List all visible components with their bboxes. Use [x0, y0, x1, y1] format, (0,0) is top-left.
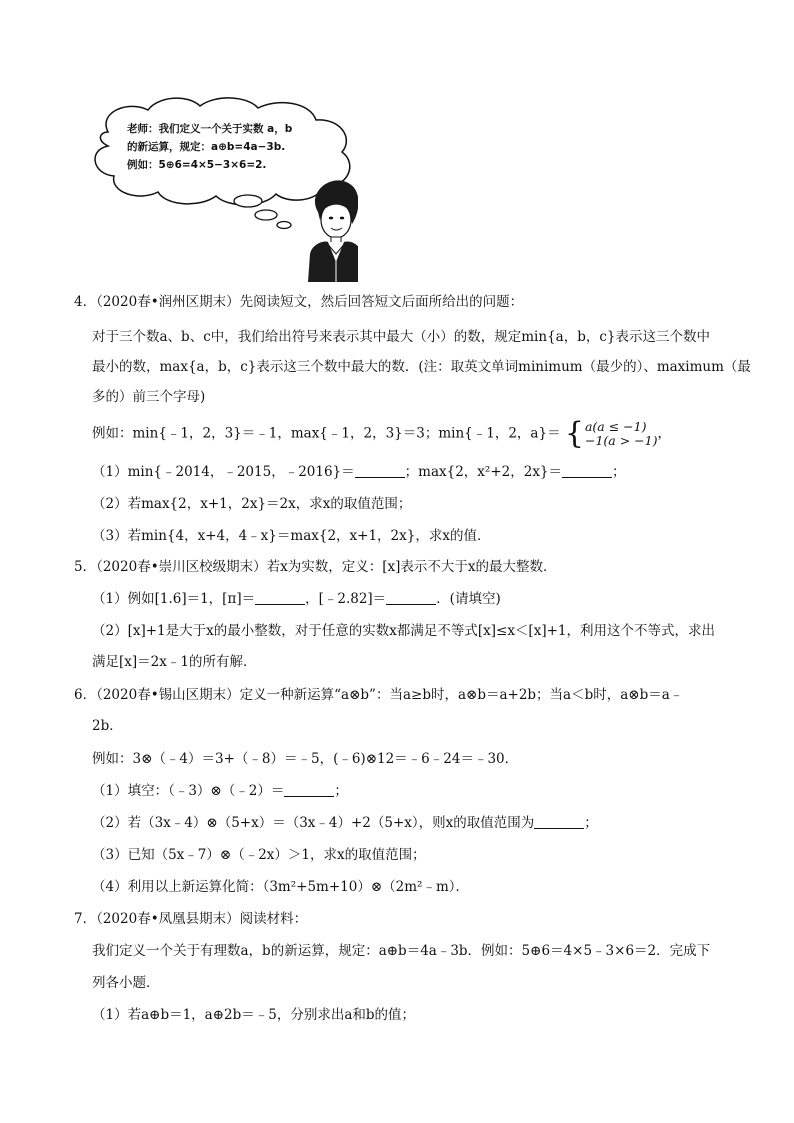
q4-sub-1-text: （1）min{﹣2014，﹣2015，﹣2016}＝	[92, 464, 355, 480]
q4-sub-1	[92, 463, 626, 481]
q5-sub-1-a: （1）例如[1.6]＝1，[π]＝	[92, 591, 256, 607]
q4-sub-1-end: ；	[612, 464, 626, 480]
thought-dot-3	[277, 222, 291, 229]
q5-sub-1	[92, 590, 501, 608]
q7-paragraph-2: 列各小题．	[92, 975, 160, 991]
q4-sub-1-mid: ；max{2，x²+2，2x}＝	[404, 464, 563, 480]
q4-sub-3: （3）若min{4，x+4，4﹣x}＝max{2，x+1，2x}，求x的值．	[92, 528, 491, 544]
q7-header: 7．（2020春•凤凰县期末）阅读材料：	[74, 911, 308, 927]
brace-icon: {	[564, 416, 584, 451]
q4-header: 4．（2020春•润州区期末）先阅读短文，然后回答短文后面所给出的问题：	[74, 294, 524, 310]
q4-paragraph-3: 多的）前三个字母)	[92, 389, 206, 405]
thought-dot-2	[255, 210, 277, 220]
q4-piece-top: a(a ≤ −1)	[584, 419, 647, 434]
q4-paragraph-1: 对于三个数a、b、c中，我们给出符号来表示其中最大（小）的数，规定min{a，b，c}表示这三个数中	[92, 329, 710, 345]
q4-paragraph-2: 最小的数，max{a，b，c}表示这三个数中最大的数．(注：取英文单词minimum（最少的）、maximum（最	[92, 359, 751, 375]
q5-sub-2-line-1: （2）[x]+1是大于x的最小整数，对于任意的实数x都满足不等式[x]≤x＜[x]+1，利用这个不等式，求出	[92, 623, 715, 639]
answer-blank[interactable]	[355, 463, 405, 478]
q7-paragraph-1: 我们定义一个关于有理数a，b的新运算，规定：a⊕b＝4a﹣3b．例如：5⊕6＝4×5﹣3×6＝2．完成下	[92, 943, 711, 959]
q6-sub-2-text: （2）若（3x﹣4）⊗（5+x）＝（3x﹣4）+2（5+x），则x的取值范围为	[92, 815, 535, 831]
q6-sub-2-end: ；	[584, 815, 598, 831]
q6-sub-1-end: ；	[334, 783, 348, 799]
bubble-text	[127, 120, 332, 174]
q6-sub-1	[92, 782, 348, 800]
q4-sub-2: （2）若max{2，x+1，2x}＝2x，求x的取值范围；	[92, 496, 412, 512]
q6-sub-3: （3）已知（5x﹣7）⊗（﹣2x）＞1，求x的取值范围；	[92, 847, 426, 863]
q4-piece-bottom: −1(a > −1)	[584, 433, 658, 448]
q4-example-suffix: ，	[657, 425, 671, 442]
answer-blank[interactable]	[562, 463, 612, 478]
answer-blank[interactable]	[255, 590, 305, 605]
q4-piecewise	[564, 416, 658, 451]
q6-header-2: 2b．	[92, 718, 123, 734]
bubble-line-2: 的新运算，规定：a⊕b=4a−3b.	[127, 141, 286, 153]
q6-sub-4: （4）利用以上新运算化简：（3m²+5m+10）⊗（2m²﹣m）．	[92, 879, 469, 895]
q5-sub-2-line-2: 满足[x]＝2x﹣1的所有解．	[92, 654, 257, 670]
thought-dot-1	[234, 195, 262, 207]
q6-sub-1-text: （1）填空：（﹣3）⊗（﹣2）＝	[92, 783, 285, 799]
answer-blank[interactable]	[534, 814, 584, 829]
q7-sub-1: （1）若a⊕b＝1，a⊕2b＝﹣5，分别求出a和b的值；	[92, 1007, 416, 1023]
q6-sub-2	[92, 814, 598, 832]
q4-example-prefix: 例如：min{﹣1，2，3}＝﹣1，max{﹣1，2，3}＝3；min{﹣1，2，a}＝	[92, 425, 561, 442]
q6-header: 6．（2020春•锡山区期末）定义一种新运算“a⊗b”：当a≥b时，a⊗b＝a+2b；当a＜b时，a⊗b＝a﹣	[74, 687, 684, 703]
q6-example: 例如：3⊗（﹣4）＝3+（﹣8）＝﹣5，(﹣6)⊗12＝﹣6﹣24＝﹣30．	[92, 751, 519, 767]
q5-sub-1-b: ，[﹣2.82]＝	[305, 591, 387, 607]
bubble-line-1: 老师：我们定义一个关于实数 a，b	[127, 123, 293, 135]
bubble-line-3: 例如：5⊕6=4×5−3×6=2.	[127, 159, 267, 171]
q5-sub-1-c: ．(请填空)	[436, 591, 501, 607]
q5-header: 5．（2020春•崇川区校级期末）若x为实数，定义：[x]表示不大于x的最大整数．	[74, 559, 557, 575]
q4-example	[92, 416, 671, 451]
answer-blank[interactable]	[284, 782, 334, 797]
answer-blank[interactable]	[386, 590, 436, 605]
